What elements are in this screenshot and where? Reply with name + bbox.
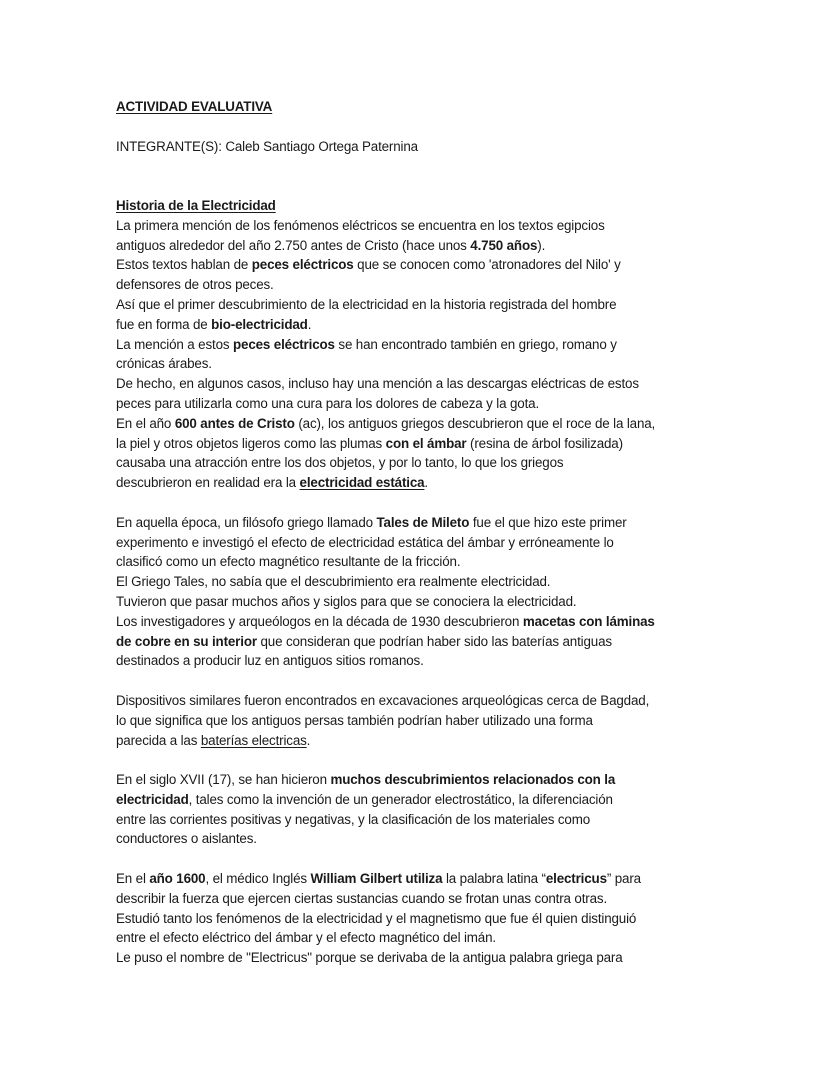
text-run: Estudió tanto los fenómenos de la electricidad y el magnetismo que fue él quien distinguió xyxy=(116,910,637,926)
text-line xyxy=(116,770,756,790)
text-run: . xyxy=(306,732,311,748)
heading-text: ACTIVIDAD EVALUATIVA xyxy=(116,99,273,114)
text-line xyxy=(116,889,756,909)
text-run: Le puso el nombre de "Electricus" porque se derivaba de la antigua palabra griega para xyxy=(116,950,623,966)
text-run: lo que significa que los antiguos persas también podrían haber utilizado una forma xyxy=(116,712,593,728)
text-line xyxy=(116,869,756,889)
text-run: entre el efecto eléctrico del ámbar y el efecto magnético del imán. xyxy=(116,930,496,946)
blank-line xyxy=(116,671,756,691)
text-run: la palabra latina “ xyxy=(442,871,546,887)
bold-text: Tales de Mileto xyxy=(376,514,470,530)
text-line xyxy=(116,513,756,533)
text-run: fue en forma de xyxy=(116,316,212,332)
text-line xyxy=(116,434,756,454)
text-line xyxy=(116,810,756,830)
text-line xyxy=(116,909,756,929)
text-line xyxy=(116,552,756,572)
text-line xyxy=(116,691,756,711)
text-run: la piel y otros objetos ligeros como las plumas xyxy=(116,435,386,451)
text-run: defensores de otros peces. xyxy=(116,277,274,293)
text-line xyxy=(116,137,756,157)
bold-text: electricidad xyxy=(116,791,189,807)
text-line xyxy=(116,651,756,671)
document-page xyxy=(116,97,756,968)
bold-text: con el ámbar xyxy=(385,435,467,451)
text-run: De hecho, en algunos casos, incluso hay una mención a las descargas eléctricas de estos xyxy=(116,376,639,392)
text-run: , el médico Inglés xyxy=(205,871,311,887)
text-line xyxy=(116,592,756,612)
bold-text: 4.750 años xyxy=(470,237,538,253)
text-run: describir la fuerza que ejercen ciertas sustancias cuando se frotan unas contra otras. xyxy=(116,890,608,906)
heading-text: electricidad estática xyxy=(299,475,425,491)
text-run: peces para utilizarla como una cura para los dolores de cabeza y la gota. xyxy=(116,395,540,411)
bold-text: bio-electricidad xyxy=(211,316,308,332)
text-run: destinados a producir luz en antiguos sitios romanos. xyxy=(116,653,424,669)
bold-text: peces eléctricos xyxy=(233,336,335,352)
text-line xyxy=(116,731,756,751)
text-run: INTEGRANTE(S): Caleb Santiago Ortega Paternina xyxy=(116,138,418,154)
text-run: clasificó como un efecto magnético resultante de la fricción. xyxy=(116,554,461,570)
text-line xyxy=(116,948,756,968)
text-run: (ac), los antiguos griegos descubrieron que el roce de la lana, xyxy=(294,415,656,431)
blank-line xyxy=(116,117,756,137)
bold-text: 600 antes de Cristo xyxy=(174,415,295,431)
text-run: que se conocen como 'atronadores del Nilo' y xyxy=(353,257,621,273)
text-run: En el año xyxy=(116,415,175,431)
text-run: (resina de árbol fosilizada) xyxy=(466,435,623,451)
text-line xyxy=(116,533,756,553)
bold-text: de cobre en su interior xyxy=(116,633,257,649)
text-run: que consideran que podrían haber sido las baterías antiguas xyxy=(256,633,612,649)
text-run: . xyxy=(307,316,312,332)
text-line xyxy=(116,632,756,652)
text-line xyxy=(116,572,756,592)
bold-text: año 1600 xyxy=(149,871,206,887)
blank-line xyxy=(116,750,756,770)
text-line xyxy=(116,97,756,117)
text-run: antiguos alrededor del año 2.750 antes de Cristo (hace unos xyxy=(116,237,471,253)
text-run: Tuvieron que pasar muchos años y siglos para que se conociera la electricidad. xyxy=(116,593,577,609)
text-line xyxy=(116,354,756,374)
blank-line xyxy=(116,156,756,176)
text-run: La primera mención de los fenómenos eléctricos se encuentra en los textos egipcios xyxy=(116,217,605,233)
text-run: En el xyxy=(116,871,150,887)
blank-line xyxy=(116,849,756,869)
text-run: fue el que hizo este primer xyxy=(469,514,627,530)
text-line xyxy=(116,295,756,315)
text-run: Estos textos hablan de xyxy=(116,257,252,273)
bold-text: William Gilbert utiliza xyxy=(310,871,443,887)
text-run: causaba una atracción entre los dos objetos, y por lo tanto, lo que los griegos xyxy=(116,455,564,471)
text-line xyxy=(116,711,756,731)
text-line xyxy=(116,374,756,394)
text-run: entre las corrientes positivas y negativas, y la clasificación de los materiales como xyxy=(116,811,590,827)
bold-text: macetas con láminas xyxy=(522,613,655,629)
text-run: En aquella época, un filósofo griego llamado xyxy=(116,514,377,530)
text-line xyxy=(116,196,756,216)
text-line xyxy=(116,414,756,434)
text-line xyxy=(116,790,756,810)
blank-line xyxy=(116,176,756,196)
bold-text: electricus xyxy=(545,871,607,887)
text-run: El Griego Tales, no sabía que el descubrimiento era realmente electricidad. xyxy=(116,574,551,590)
text-run: Los investigadores y arqueólogos en la década de 1930 descubrieron xyxy=(116,613,523,629)
text-line xyxy=(116,394,756,414)
blank-line xyxy=(116,493,756,513)
text-line xyxy=(116,453,756,473)
text-run: experimento e investigó el efecto de electricidad estática del ámbar y erróneamente lo xyxy=(116,534,614,550)
bold-text: peces eléctricos xyxy=(251,257,354,273)
text-line xyxy=(116,928,756,948)
text-line xyxy=(116,473,756,493)
text-line xyxy=(116,255,756,275)
text-run: ). xyxy=(537,237,546,253)
text-run: , tales como la invención de un generador electrostático, la diferenciación xyxy=(188,791,613,807)
text-line xyxy=(116,216,756,236)
text-line xyxy=(116,612,756,632)
text-run: parecida a las xyxy=(116,732,201,748)
text-run: ” para xyxy=(606,871,641,887)
text-run: La mención a estos xyxy=(116,336,233,352)
text-line xyxy=(116,275,756,295)
text-line xyxy=(116,829,756,849)
text-run: En el siglo XVII (17), se han hicieron xyxy=(116,772,331,788)
text-run: conductores o aislantes. xyxy=(116,831,257,847)
text-run: descubrieron en realidad era la xyxy=(116,475,300,491)
underlined-text: baterías electricas xyxy=(200,732,307,748)
text-line xyxy=(116,236,756,256)
text-run: Dispositivos similares fueron encontrados en excavaciones arqueológicas cerca de Bagdad, xyxy=(116,692,650,708)
text-run: . xyxy=(424,475,428,491)
text-line xyxy=(116,315,756,335)
text-line xyxy=(116,335,756,355)
heading-text: Historia de la Electricidad xyxy=(116,197,276,213)
bold-text: muchos descubrimientos relacionados con la xyxy=(330,772,616,788)
text-run: Así que el primer descubrimiento de la electricidad en la historia registrada del hombre xyxy=(116,296,617,312)
text-run: crónicas árabes. xyxy=(116,356,212,372)
text-run: se han encontrado también en griego, romano y xyxy=(334,336,617,352)
